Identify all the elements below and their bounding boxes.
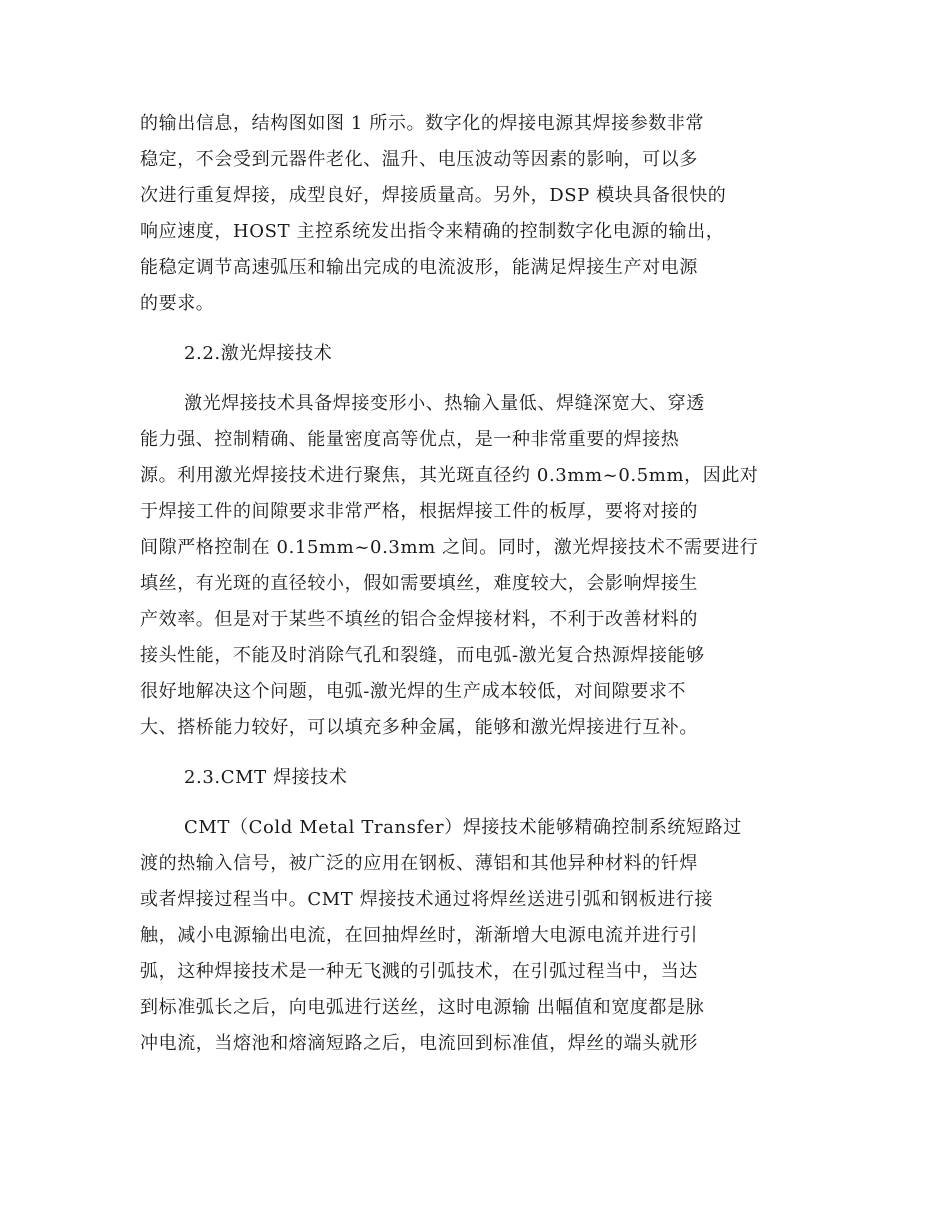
text-line: 大、搭桥能力较好，可以填充多种金属，能够和激光焊接进行互补。 — [140, 717, 698, 738]
text-line: 弧，这种焊接技术是一种无飞溅的引弧技术，在引弧过程当中，当达 — [140, 961, 698, 982]
text-line: 冲电流，当熔池和熔滴短路之后，电流回到标准值，焊丝的端头就形 — [140, 1033, 698, 1054]
text-line: 激光焊接技术具备焊接变形小、热输入量低、焊缝深宽大、穿透 — [184, 393, 705, 414]
text-line: 到标准弧长之后，向电弧进行送丝，这时电源输 出幅值和宽度都是脉 — [140, 997, 705, 1018]
text-line: 能力强、控制精确、能量密度高等优点，是一种非常重要的焊接热 — [140, 429, 680, 450]
document-page — [140, 106, 812, 1062]
paragraph-continued — [140, 106, 812, 322]
paragraph-cmt-welding — [140, 810, 812, 1062]
text-line: 源。利用激光焊接技术进行聚焦，其光斑直径约 0.3mm~0.5mm，因此对 — [140, 465, 759, 486]
text-line: 次进行重复焊接，成型良好，焊接质量高。另外，DSP 模块具备很快的 — [140, 185, 727, 206]
text-line: 触，减小电源输出电流，在回抽焊丝时，渐渐增大电源电流并进行引 — [140, 925, 698, 946]
text-line: 产效率。但是对于某些不填丝的铝合金焊接材料，不利于改善材料的 — [140, 609, 698, 630]
text-line: CMT（Cold Metal Transfer）焊接技术能够精确控制系统短路过 — [184, 817, 742, 838]
text-line: 或者焊接过程当中。CMT 焊接技术通过将焊丝送进引弧和钢板进行接 — [140, 889, 714, 910]
text-line: 填丝，有光斑的直径较小，假如需要填丝，难度较大，会影响焊接生 — [140, 573, 698, 594]
section-heading-cmt-welding: 2.3.CMT 焊接技术 — [184, 767, 348, 788]
paragraph-laser-welding — [140, 386, 812, 746]
text-line: 响应速度，HOST 主控系统发出指令来精确的控制数字化电源的输出， — [140, 221, 725, 242]
text-line: 很好地解决这个问题，电弧-激光焊的生产成本较低，对间隙要求不 — [140, 681, 687, 702]
text-line: 稳定，不会受到元器件老化、温升、电压波动等因素的影响，可以多 — [140, 149, 698, 170]
text-line: 渡的热输入信号，被广泛的应用在钢板、薄铝和其他异种材料的钎焊 — [140, 853, 698, 874]
text-line: 能稳定调节高速弧压和输出完成的电流波形，能满足焊接生产对电源 — [140, 257, 698, 278]
text-line: 的要求。 — [140, 293, 215, 314]
text-line: 的输出信息，结构图如图 1 所示。数字化的焊接电源其焊接参数非常 — [140, 113, 705, 134]
text-line: 接头性能，不能及时消除气孔和裂缝，而电弧-激光复合热源焊接能够 — [140, 645, 705, 666]
text-line: 间隙严格控制在 0.15mm~0.3mm 之间。同时，激光焊接技术不需要进行 — [140, 537, 759, 558]
section-heading-laser-welding: 2.2.激光焊接技术 — [184, 343, 333, 364]
text-line: 于焊接工件的间隙要求非常严格，根据焊接工件的板厚，要将对接的 — [140, 501, 698, 522]
